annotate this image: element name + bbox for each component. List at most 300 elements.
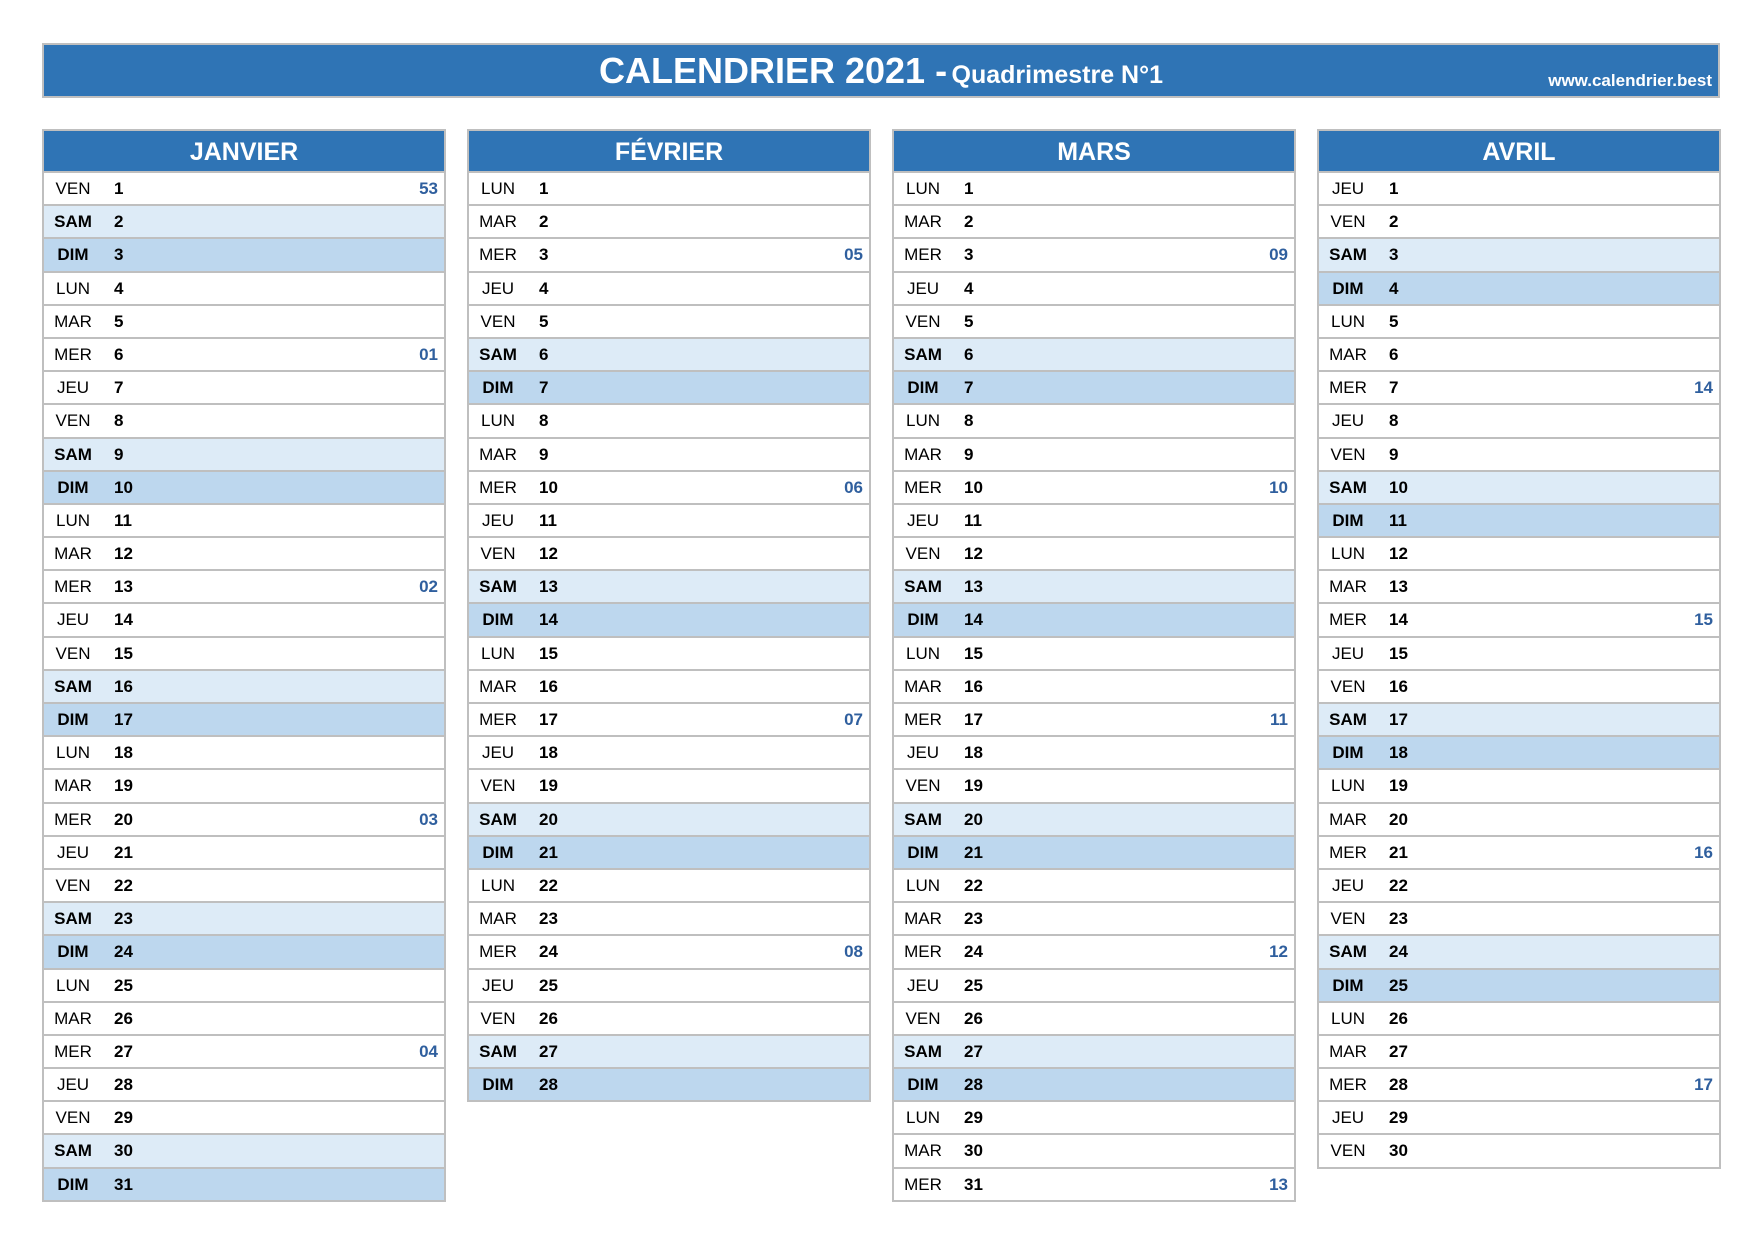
day-name: MAR — [904, 212, 942, 232]
day-row — [1319, 704, 1719, 737]
day-name: SAM — [54, 212, 92, 232]
day-row — [44, 1036, 444, 1069]
day-number: 14 — [1389, 610, 1408, 630]
day-name: MAR — [1329, 809, 1367, 829]
day-name: DIM — [57, 477, 89, 497]
day-number: 31 — [964, 1174, 983, 1194]
day-name: LUN — [905, 1108, 940, 1128]
day-number: 15 — [539, 643, 558, 663]
day-name: DIM — [907, 610, 939, 630]
day-name: VEN — [55, 875, 91, 895]
day-name: DIM — [57, 710, 89, 729]
day-name: MER — [904, 1174, 942, 1194]
day-row — [1319, 936, 1719, 969]
day-row — [469, 239, 869, 272]
day-number: 11 — [539, 510, 557, 530]
day-name: DIM — [482, 378, 514, 398]
day-row — [469, 472, 869, 505]
week-number: 07 — [844, 710, 863, 729]
day-number: 26 — [114, 1008, 133, 1028]
day-name: MAR — [479, 676, 517, 696]
day-row — [1319, 1036, 1719, 1069]
day-name: SAM — [54, 676, 92, 696]
day-number: 28 — [114, 1075, 133, 1095]
day-row — [1319, 538, 1719, 571]
day-row — [894, 704, 1294, 737]
day-name: MER — [904, 710, 942, 729]
day-name: LUN — [55, 743, 90, 763]
day-number: 13 — [114, 577, 133, 597]
week-number: 13 — [1269, 1174, 1288, 1194]
website-label: www.calendrier.best — [1548, 71, 1712, 90]
day-row — [469, 571, 869, 604]
day-number: 25 — [964, 975, 983, 995]
day-number: 14 — [114, 610, 133, 630]
day-number: 2 — [539, 212, 549, 232]
day-number: 1 — [114, 179, 124, 198]
day-row — [1319, 505, 1719, 538]
day-number: 1 — [539, 179, 549, 198]
day-name: JEU — [1331, 1108, 1365, 1128]
day-row — [894, 306, 1294, 339]
day-number: 6 — [964, 344, 974, 364]
day-number: 7 — [539, 378, 549, 398]
day-number: 9 — [1389, 444, 1399, 464]
week-number: 09 — [1269, 245, 1288, 265]
title-subtitle: Quadrimestre N°1 — [951, 61, 1163, 89]
week-number: 15 — [1694, 610, 1713, 630]
day-row — [894, 737, 1294, 770]
day-name: JEU — [56, 1075, 90, 1095]
day-name: LUN — [905, 875, 940, 895]
day-number: 18 — [539, 743, 558, 763]
day-row — [44, 903, 444, 936]
day-row — [469, 604, 869, 637]
page-title — [44, 45, 1718, 100]
month-header: JANVIER — [42, 129, 446, 171]
day-name: MAR — [54, 776, 92, 796]
day-number: 28 — [539, 1075, 558, 1095]
day-number: 19 — [539, 776, 558, 796]
day-number: 22 — [1389, 875, 1408, 895]
day-number: 1 — [964, 179, 974, 198]
day-number: 30 — [114, 1141, 133, 1161]
day-name: SAM — [904, 1041, 942, 1061]
day-number: 3 — [964, 245, 974, 265]
day-row — [44, 306, 444, 339]
day-row — [1319, 737, 1719, 770]
day-name: MAR — [1329, 344, 1367, 364]
day-row — [894, 439, 1294, 472]
day-number: 20 — [1389, 809, 1408, 829]
day-number: 5 — [1389, 311, 1399, 331]
day-number: 26 — [964, 1008, 983, 1028]
day-name: JEU — [481, 510, 515, 530]
day-row — [44, 704, 444, 737]
day-row — [1319, 472, 1719, 505]
title-main: CALENDRIER 2021 - — [598, 50, 948, 91]
week-number: 17 — [1694, 1075, 1713, 1095]
day-name: JEU — [56, 610, 90, 630]
week-number: 16 — [1694, 842, 1713, 862]
day-name: JEU — [906, 743, 940, 763]
day-row — [894, 206, 1294, 239]
day-row — [1319, 206, 1719, 239]
day-row — [894, 538, 1294, 571]
day-name: LUN — [905, 179, 940, 198]
day-row — [894, 372, 1294, 405]
day-number: 6 — [1389, 344, 1399, 364]
day-number: 16 — [539, 676, 558, 696]
calendar-banner — [42, 43, 1720, 98]
day-row — [469, 704, 869, 737]
day-number: 28 — [1389, 1075, 1408, 1095]
day-name: LUN — [905, 411, 940, 431]
day-number: 27 — [114, 1041, 133, 1061]
day-row — [894, 472, 1294, 505]
day-name: MER — [54, 1041, 92, 1061]
day-row — [44, 1069, 444, 1102]
day-row — [469, 970, 869, 1003]
day-row — [1319, 638, 1719, 671]
day-row — [469, 1069, 869, 1102]
day-row — [469, 1036, 869, 1069]
day-name: DIM — [57, 245, 89, 265]
day-row — [894, 903, 1294, 936]
day-name: VEN — [55, 643, 91, 663]
day-number: 4 — [114, 278, 124, 298]
day-number: 4 — [964, 278, 974, 298]
day-row — [894, 671, 1294, 704]
day-name: MAR — [904, 444, 942, 464]
day-name: MER — [1329, 610, 1367, 630]
day-row — [1319, 439, 1719, 472]
day-name: LUN — [480, 875, 515, 895]
day-row — [1319, 804, 1719, 837]
day-number: 4 — [1389, 278, 1399, 298]
month-column-avril — [1317, 129, 1721, 1169]
day-name: DIM — [1332, 975, 1364, 995]
day-name: LUN — [55, 278, 90, 298]
week-number: 11 — [1270, 710, 1288, 729]
day-row — [44, 273, 444, 306]
day-row — [469, 770, 869, 803]
day-number: 29 — [964, 1108, 983, 1128]
day-name: DIM — [482, 610, 514, 630]
day-number: 15 — [114, 643, 133, 663]
day-name: MAR — [904, 676, 942, 696]
day-name: JEU — [906, 278, 940, 298]
day-row — [44, 538, 444, 571]
day-name: LUN — [1330, 544, 1365, 564]
day-name: JEU — [1331, 875, 1365, 895]
day-name: SAM — [904, 344, 942, 364]
week-number: 08 — [844, 942, 863, 962]
day-number: 7 — [964, 378, 974, 398]
day-number: 10 — [1389, 477, 1408, 497]
day-name: MAR — [479, 909, 517, 929]
day-name: VEN — [1330, 212, 1366, 232]
day-name: LUN — [480, 643, 515, 663]
week-number: 02 — [419, 577, 438, 597]
day-number: 18 — [1389, 743, 1408, 763]
day-name: SAM — [479, 809, 517, 829]
day-row — [44, 804, 444, 837]
day-number: 1 — [1389, 179, 1399, 198]
day-number: 21 — [539, 842, 558, 862]
day-number: 12 — [1389, 544, 1408, 564]
day-number: 12 — [964, 544, 983, 564]
day-row — [44, 472, 444, 505]
day-name: MAR — [904, 909, 942, 929]
day-number: 25 — [1389, 975, 1408, 995]
day-name: JEU — [56, 842, 90, 862]
day-row — [469, 339, 869, 372]
day-number: 26 — [1389, 1008, 1408, 1028]
day-row — [894, 1169, 1294, 1202]
day-row — [44, 405, 444, 438]
day-row — [1319, 604, 1719, 637]
day-name: SAM — [54, 909, 92, 929]
day-name: SAM — [1329, 710, 1367, 729]
day-number: 5 — [964, 311, 974, 331]
day-number: 8 — [1389, 411, 1399, 431]
month-header: AVRIL — [1317, 129, 1721, 171]
day-name: VEN — [55, 411, 91, 431]
month-column-fevrier — [467, 129, 871, 1102]
day-row — [1319, 1003, 1719, 1036]
week-number: 12 — [1269, 942, 1288, 962]
day-number: 16 — [114, 676, 133, 696]
day-number: 24 — [1389, 942, 1408, 962]
day-number: 11 — [114, 510, 132, 530]
day-name: JEU — [1331, 411, 1365, 431]
day-name: VEN — [1330, 676, 1366, 696]
day-number: 8 — [539, 411, 549, 431]
day-row — [469, 837, 869, 870]
day-name: JEU — [1331, 643, 1365, 663]
week-number: 10 — [1269, 477, 1288, 497]
day-name: MAR — [479, 212, 517, 232]
day-number: 15 — [1389, 643, 1408, 663]
day-row — [469, 173, 869, 206]
day-row — [894, 1135, 1294, 1168]
day-number: 27 — [539, 1041, 558, 1061]
day-number: 11 — [964, 510, 982, 530]
day-row — [469, 538, 869, 571]
day-row — [469, 405, 869, 438]
day-number: 29 — [114, 1108, 133, 1128]
day-name: LUN — [1330, 311, 1365, 331]
day-row — [469, 505, 869, 538]
day-row — [894, 173, 1294, 206]
day-number: 20 — [964, 809, 983, 829]
day-name: VEN — [905, 311, 941, 331]
day-number: 3 — [539, 245, 549, 265]
day-row — [44, 372, 444, 405]
month-column-mars — [892, 129, 1296, 1202]
day-row — [894, 505, 1294, 538]
day-row — [469, 1003, 869, 1036]
day-number: 28 — [964, 1075, 983, 1095]
day-row — [44, 638, 444, 671]
day-number: 3 — [114, 245, 124, 265]
day-row — [894, 604, 1294, 637]
day-number: 29 — [1389, 1108, 1408, 1128]
day-row — [1319, 770, 1719, 803]
day-name: VEN — [1330, 444, 1366, 464]
day-row — [894, 870, 1294, 903]
day-row — [894, 1036, 1294, 1069]
day-name: VEN — [55, 1108, 91, 1128]
day-number: 24 — [114, 942, 133, 962]
day-number: 2 — [964, 212, 974, 232]
day-row — [44, 505, 444, 538]
day-number: 23 — [539, 909, 558, 929]
week-number: 53 — [419, 179, 438, 198]
day-name: MER — [1329, 1075, 1367, 1095]
day-name: JEU — [56, 378, 90, 398]
day-number: 17 — [114, 710, 133, 729]
day-number: 19 — [114, 776, 133, 796]
day-row — [44, 173, 444, 206]
day-name: MER — [904, 245, 942, 265]
day-row — [1319, 273, 1719, 306]
day-number: 23 — [114, 909, 133, 929]
day-row — [44, 604, 444, 637]
day-number: 10 — [964, 477, 983, 497]
day-row — [1319, 173, 1719, 206]
day-number: 15 — [964, 643, 983, 663]
day-row — [44, 970, 444, 1003]
day-name: DIM — [482, 842, 514, 862]
day-row — [44, 339, 444, 372]
day-row — [1319, 970, 1719, 1003]
day-row — [469, 273, 869, 306]
day-number: 11 — [1389, 510, 1407, 530]
day-name: SAM — [479, 1041, 517, 1061]
day-name: MAR — [54, 544, 92, 564]
day-row — [44, 870, 444, 903]
day-name: JEU — [481, 743, 515, 763]
day-number: 3 — [1389, 245, 1399, 265]
day-name: MAR — [1329, 577, 1367, 597]
day-row — [469, 804, 869, 837]
day-name: LUN — [55, 975, 90, 995]
day-name: SAM — [1329, 245, 1367, 265]
day-name: VEN — [480, 311, 516, 331]
day-number: 5 — [539, 311, 549, 331]
day-number: 9 — [539, 444, 549, 464]
day-name: DIM — [482, 1075, 514, 1095]
day-name: DIM — [57, 942, 89, 962]
day-name: SAM — [1329, 477, 1367, 497]
day-number: 30 — [1389, 1141, 1408, 1161]
day-row — [469, 439, 869, 472]
day-row — [469, 737, 869, 770]
day-number: 18 — [114, 743, 133, 763]
day-name: MER — [904, 477, 942, 497]
day-name: MER — [479, 942, 517, 962]
day-row — [44, 1003, 444, 1036]
week-number: 03 — [419, 809, 438, 829]
day-row — [894, 936, 1294, 969]
day-name: MER — [904, 942, 942, 962]
day-name: SAM — [904, 809, 942, 829]
day-number: 7 — [114, 378, 124, 398]
day-row — [469, 936, 869, 969]
day-name: SAM — [1329, 942, 1367, 962]
day-number: 8 — [964, 411, 974, 431]
day-row — [44, 671, 444, 704]
day-number: 14 — [964, 610, 983, 630]
day-name: JEU — [481, 278, 515, 298]
day-row — [1319, 306, 1719, 339]
day-name: MER — [1329, 378, 1367, 398]
day-row — [44, 1102, 444, 1135]
day-name: MAR — [1329, 1041, 1367, 1061]
day-row — [44, 837, 444, 870]
day-name: DIM — [57, 1174, 89, 1194]
day-number: 6 — [539, 344, 549, 364]
days-list — [892, 171, 1296, 1202]
day-number: 20 — [114, 809, 133, 829]
day-name: LUN — [905, 643, 940, 663]
day-number: 14 — [539, 610, 558, 630]
day-name: SAM — [479, 344, 517, 364]
day-row — [1319, 837, 1719, 870]
day-row — [894, 770, 1294, 803]
day-row — [1319, 372, 1719, 405]
day-number: 22 — [114, 875, 133, 895]
day-row — [44, 571, 444, 604]
day-number: 21 — [114, 842, 133, 862]
day-number: 21 — [964, 842, 983, 862]
day-row — [894, 1069, 1294, 1102]
day-name: MER — [54, 344, 92, 364]
day-row — [469, 372, 869, 405]
day-name: LUN — [55, 510, 90, 530]
day-name: JEU — [906, 975, 940, 995]
day-name: JEU — [481, 975, 515, 995]
day-row — [894, 273, 1294, 306]
day-row — [894, 1102, 1294, 1135]
week-number: 01 — [419, 344, 438, 364]
day-number: 24 — [539, 942, 558, 962]
day-row — [1319, 571, 1719, 604]
day-name: MER — [479, 710, 517, 729]
day-row — [469, 306, 869, 339]
day-row — [894, 239, 1294, 272]
week-number: 06 — [844, 477, 863, 497]
day-row — [44, 1169, 444, 1202]
day-name: DIM — [907, 842, 939, 862]
day-number: 9 — [114, 444, 124, 464]
day-number: 26 — [539, 1008, 558, 1028]
day-name: VEN — [905, 776, 941, 796]
day-number: 25 — [114, 975, 133, 995]
day-name: LUN — [480, 411, 515, 431]
day-name: MER — [54, 577, 92, 597]
day-row — [1319, 1069, 1719, 1102]
day-number: 30 — [964, 1141, 983, 1161]
day-row — [894, 339, 1294, 372]
day-number: 31 — [114, 1174, 133, 1194]
day-number: 23 — [1389, 909, 1408, 929]
day-name: MER — [479, 477, 517, 497]
day-name: MAR — [54, 1008, 92, 1028]
days-list — [1317, 171, 1721, 1169]
